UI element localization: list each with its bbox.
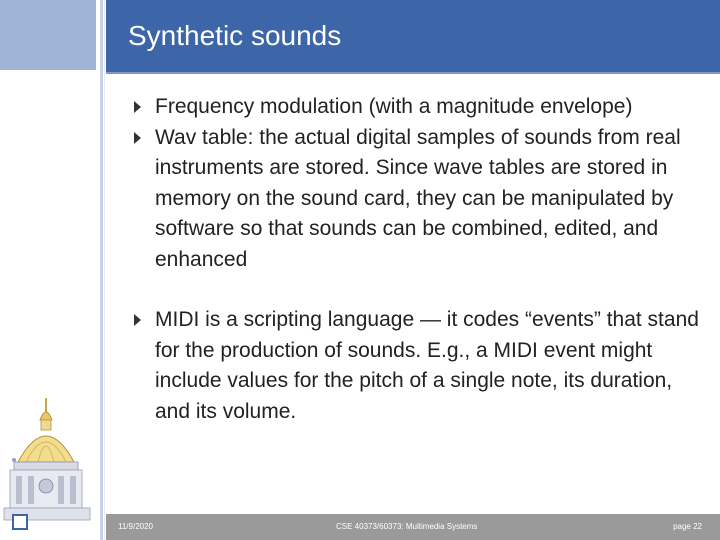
slide-title: Synthetic sounds [128, 20, 342, 51]
vertical-divider [100, 0, 103, 540]
bullet-item [132, 92, 707, 123]
left-top-block [0, 0, 96, 70]
title-bar-underline [106, 72, 720, 74]
golden-dome-icon [0, 390, 98, 530]
triangle-bullet-icon [134, 314, 141, 326]
vertical-divider-light [104, 0, 105, 540]
bullet-list [132, 92, 707, 427]
footer-page-number: page 22 [673, 522, 702, 531]
bullet-text: Wav table: the actual digital samples of sounds from real instruments are stored. Since wave tables are stored in memory on the sound card, they can be manipulated by software so that sounds can be combined, edited, and enhanced [155, 125, 681, 271]
footer-course: CSE 40373/60373: Multimedia Systems [336, 522, 478, 531]
footer-date: 11/9/2020 [118, 522, 153, 531]
bullet-item [132, 305, 707, 427]
bullet-text: MIDI is a scripting language — it codes “events” that stand for the production of sounds. E.g., a MIDI event might include values for the pitch of a single note, its duration, and its volume. [155, 308, 699, 423]
bullet-item [132, 123, 707, 276]
footer-bar [106, 514, 720, 540]
corner-square-icon [12, 514, 28, 530]
triangle-bullet-icon [134, 101, 141, 113]
triangle-bullet-icon [134, 132, 141, 144]
bullet-text: Frequency modulation (with a magnitude envelope) [155, 95, 633, 118]
